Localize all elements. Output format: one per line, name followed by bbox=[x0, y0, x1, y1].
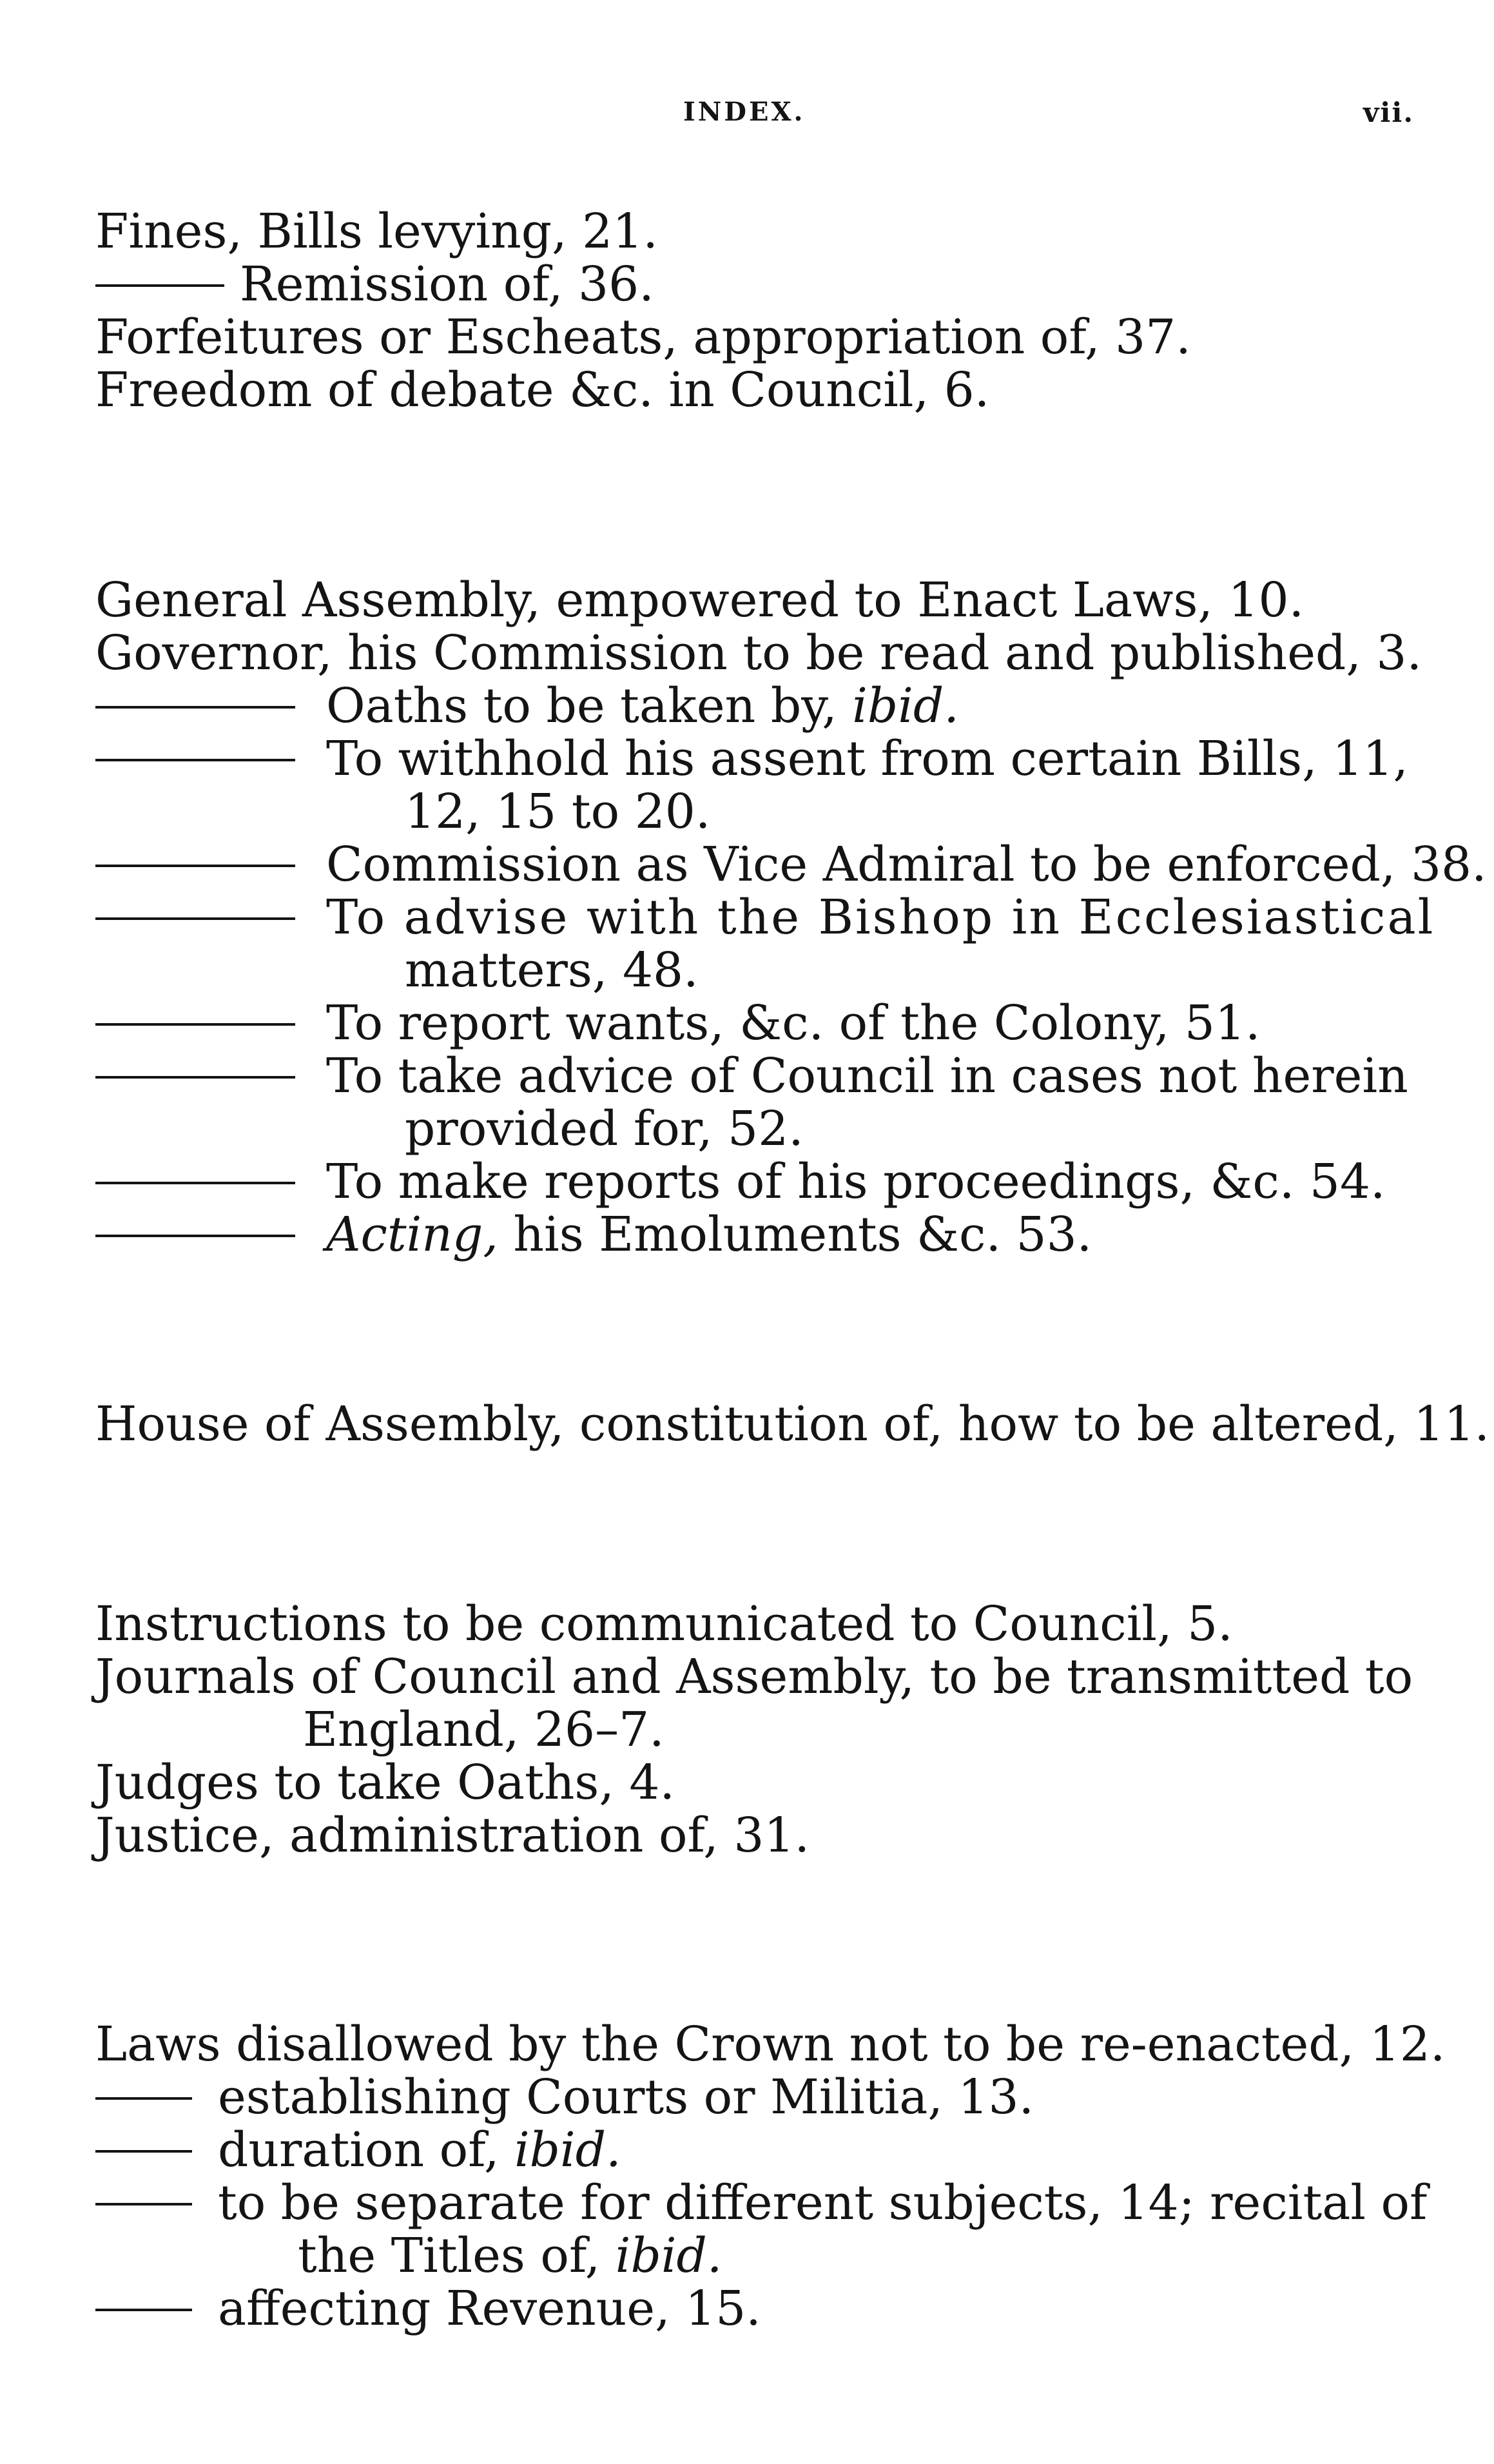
index-entry-justice: Justice, administration of, 31. bbox=[95, 1808, 810, 1863]
ditto-dash bbox=[95, 2150, 192, 2153]
ditto-dash bbox=[95, 1182, 295, 1184]
subentry-text: To advise with the Bishop in Ecclesiastical bbox=[326, 890, 1435, 945]
ditto-dash bbox=[95, 284, 224, 287]
ditto-dash bbox=[95, 917, 295, 920]
ditto-dash bbox=[95, 865, 295, 867]
ditto-dash bbox=[95, 759, 295, 761]
index-subentry-laws-separate bbox=[95, 2176, 1427, 2229]
ibid-reference: ibid. bbox=[615, 2228, 723, 2283]
index-entry-continuation: England, 26–7. bbox=[303, 1702, 665, 1757]
index-subentry-governor-withhold bbox=[95, 732, 1408, 785]
index-entry-house-of-assembly: House of Assembly, constitution of, how to be altered, 11. bbox=[95, 1396, 1489, 1452]
subentry-text: To withhold his assent from certain Bills, 11, bbox=[326, 731, 1408, 787]
index-subentry-governor-advice bbox=[95, 1050, 1408, 1102]
index-subentry-governor-report-wants bbox=[95, 997, 1261, 1050]
subentry-text: to be separate for different subjects, 14; recital of bbox=[218, 2175, 1428, 2231]
index-subentry-continuation bbox=[298, 2229, 722, 2282]
subentry-text: the Titles of, bbox=[298, 2228, 601, 2283]
index-entry-freedom-of-debate: Freedom of debate &c. in Council, 6. bbox=[95, 362, 990, 418]
index-subentry-laws-courts bbox=[95, 2071, 1034, 2124]
index-subentry-governor-oaths bbox=[95, 680, 959, 732]
ibid-reference: ibid. bbox=[852, 678, 959, 734]
subentry-text: Oaths to be taken by, bbox=[326, 678, 837, 734]
index-entry-general-assembly: General Assembly, empowered to Enact Laws, 10. bbox=[95, 572, 1305, 628]
index-subentry-governor-vice-admiral bbox=[95, 838, 1487, 891]
subentry-text: Remission of, 36. bbox=[240, 257, 654, 312]
subentry-text: Commission as Vice Admiral to be enforced, 38. bbox=[326, 837, 1487, 892]
index-subentry-governor-reports bbox=[95, 1155, 1386, 1208]
ditto-dash bbox=[95, 2203, 192, 2205]
italic-term: Acting, bbox=[326, 1207, 498, 1262]
index-entry-laws: Laws disallowed by the Crown not to be re-enacted, 12. bbox=[95, 2017, 1446, 2072]
index-subentry-continuation: 12, 15 to 20. bbox=[405, 784, 711, 839]
index-entry-governor: Governor, his Commission to be read and published, 3. bbox=[95, 625, 1422, 681]
index-subentry-continuation: provided for, 52. bbox=[405, 1101, 804, 1157]
page-number: vii. bbox=[1363, 97, 1414, 128]
index-subentry-laws-duration bbox=[95, 2124, 621, 2176]
ditto-dash bbox=[95, 1235, 295, 1237]
ditto-dash bbox=[95, 2097, 192, 2100]
ditto-dash bbox=[95, 1076, 295, 1079]
index-subentry-governor-bishop bbox=[95, 890, 1435, 945]
subentry-text: To report wants, &c. of the Colony, 51. bbox=[326, 995, 1261, 1051]
index-entry-forfeitures: Forfeitures or Escheats, appropriation of, 37. bbox=[95, 309, 1191, 365]
index-entry-instructions: Instructions to be communicated to Council, 5. bbox=[95, 1596, 1233, 1652]
subentry-text: affecting Revenue, 15. bbox=[218, 2281, 761, 2336]
ibid-reference: ibid. bbox=[514, 2122, 621, 2178]
index-subentry-fines-remission bbox=[95, 258, 654, 311]
index-entry-fines: Fines, Bills levying, 21. bbox=[95, 204, 658, 259]
index-subentry-continuation: matters, 48. bbox=[405, 943, 699, 998]
ditto-dash bbox=[95, 706, 295, 709]
subentry-text: To take advice of Council in cases not herein bbox=[326, 1048, 1408, 1104]
index-entry-journals: Journals of Council and Assembly, to be transmitted to bbox=[95, 1649, 1413, 1705]
running-head: INDEX. bbox=[683, 97, 806, 127]
subentry-text: duration of, bbox=[218, 2122, 500, 2178]
index-subentry-laws-revenue bbox=[95, 2282, 761, 2335]
ditto-dash bbox=[95, 1023, 295, 1026]
index-entry-judges: Judges to take Oaths, 4. bbox=[95, 1755, 675, 1810]
subentry-text: To make reports of his proceedings, &c. 54. bbox=[326, 1154, 1386, 1209]
ditto-dash bbox=[95, 2309, 192, 2311]
subentry-text: establishing Courts or Militia, 13. bbox=[218, 2069, 1034, 2125]
index-subentry-governor-acting bbox=[95, 1208, 1092, 1261]
subentry-text: his Emoluments &c. 53. bbox=[513, 1207, 1092, 1262]
